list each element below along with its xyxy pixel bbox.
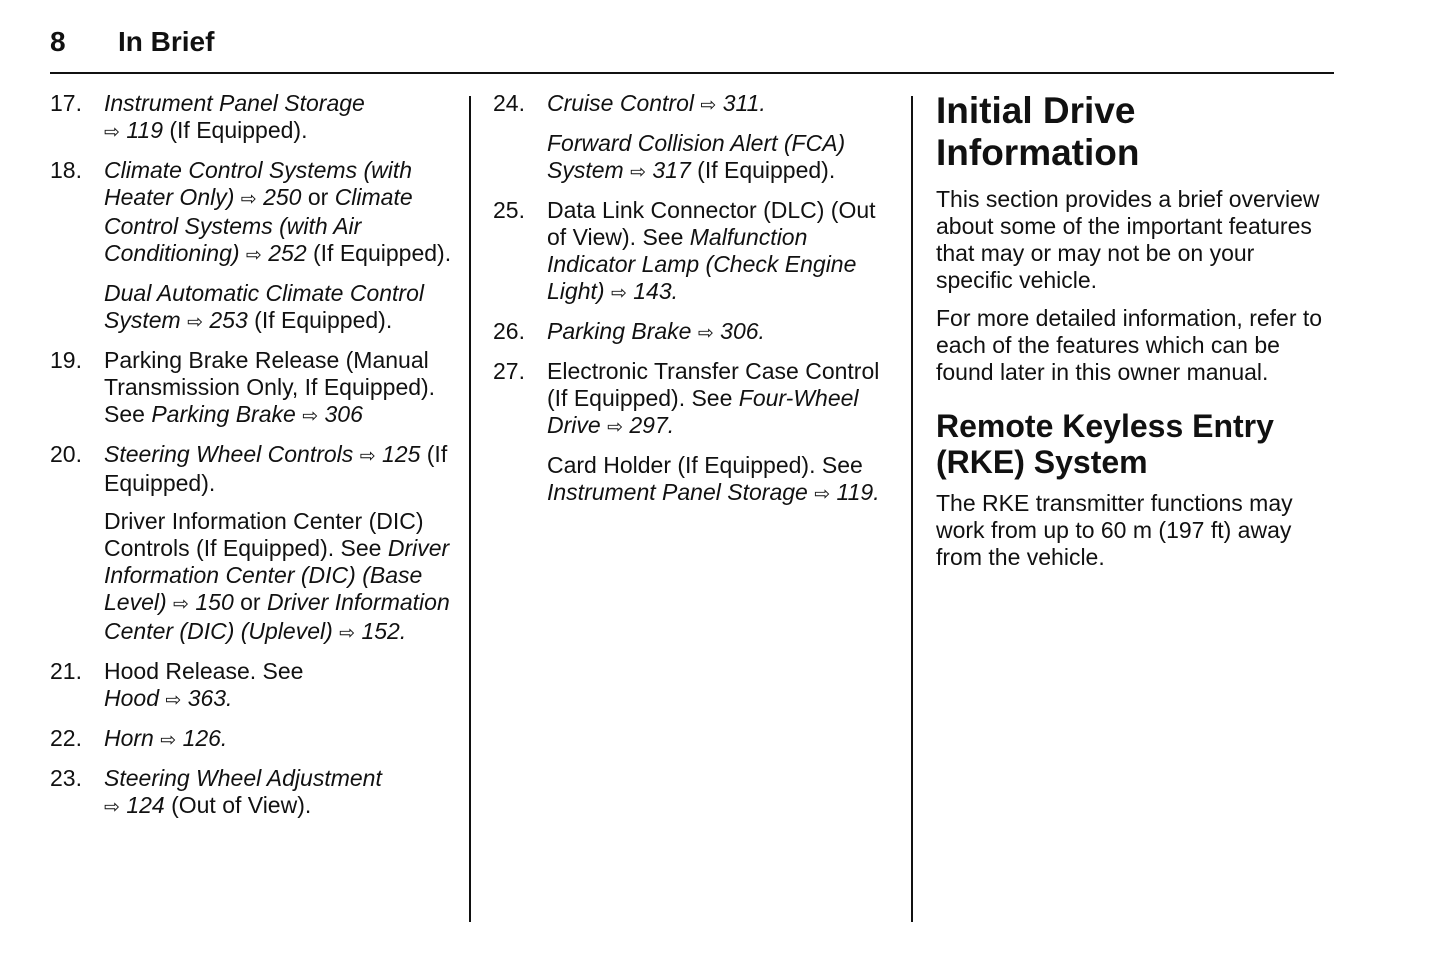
body-text: Data Link Connector (DLC) (Out of View). See [547,197,876,250]
list-item-19 [50,347,460,430]
page-ref-arrow-icon: ⇨ [607,417,623,438]
reference-text: Parking Brake [151,401,296,427]
page-ref-arrow-icon: ⇨ [187,312,203,333]
page-ref-arrow-icon: ⇨ [630,162,646,183]
body-text: (If Equipped). [162,117,308,143]
column-divider [469,96,471,922]
list-item-21 [50,658,460,714]
page-ref[interactable]: 297. [629,412,675,438]
list-item-17 [50,90,460,146]
page-ref[interactable]: 306. [720,318,765,344]
page-ref-arrow-icon: ⇨ [240,189,257,210]
reference-text: Steering Wheel Adjustment [104,765,382,791]
reference-text: Hood [104,685,159,711]
page-ref-arrow-icon: ⇨ [104,797,120,818]
item-number: 20. [50,441,82,467]
page-ref[interactable]: 253 [209,307,248,333]
item-number: 18. [50,157,82,183]
body-text: (If Equipped). [104,441,448,496]
page-ref[interactable]: 252 [268,240,307,266]
list-subitem [493,452,893,508]
page-ref-arrow-icon: ⇨ [165,690,182,711]
list-item-22 [50,725,460,754]
reference-text: Climate Control Systems (with Heater Only) [104,157,413,210]
page-ref[interactable]: 311. [722,90,766,116]
body-text: Driver Information Center (DIC) Controls (If Equipped). See [104,508,424,561]
reference-text: Four-Wheel Drive [547,385,859,438]
page-ref[interactable]: 119 [126,117,163,143]
list-item-24 [493,90,893,119]
section-title: In Brief [118,26,215,57]
item-number: 19. [50,347,82,373]
body-text: (Out of View). [164,792,312,818]
page-ref[interactable]: 306 [324,401,363,427]
list-subitem [50,508,460,647]
item-number: 26. [493,318,525,344]
page-ref-arrow-icon: ⇨ [359,446,376,467]
item-number: 25. [493,197,525,223]
page-ref[interactable]: 143. [633,278,679,304]
item-number: 24. [493,90,525,116]
column-divider [911,96,913,922]
body-text: Card Holder (If Equipped). See [547,452,863,478]
reference-text: Instrument Panel Storage [104,90,365,116]
list-item-26 [493,318,893,347]
list-subitem [493,130,893,186]
reference-text: Dual Automatic Climate Control System [104,280,424,333]
page-ref[interactable]: 250 [263,184,302,210]
page-ref-arrow-icon: ⇨ [610,283,627,304]
page-ref[interactable]: 119. [836,479,880,505]
item-number: 27. [493,358,525,384]
body-text: Parking Brake Release (Manual Transmission Only, If Equipped). See [104,347,436,427]
reference-text: Driver Information Center (DIC) (Uplevel) [104,589,450,644]
page-ref-arrow-icon: ⇨ [814,484,831,505]
page-ref-arrow-icon: ⇨ [104,122,120,143]
body-text: (If Equipped). [247,307,393,333]
reference-text: Driver Information Center (DIC) (Base Level) [104,535,450,615]
page-ref[interactable]: 317 [652,157,691,183]
body-text: or [301,184,335,210]
reference-text: Instrument Panel Storage [547,479,808,505]
reference-text: Steering Wheel Controls [104,441,354,467]
page-ref-arrow-icon: ⇨ [700,95,717,116]
list-item-25 [493,197,893,307]
reference-text: Climate Control Systems (with Air Conditioning) [104,184,413,266]
list-item-18 [50,157,460,269]
page-ref-arrow-icon: ⇨ [302,406,319,427]
page-ref[interactable]: 363. [187,685,233,711]
body-text: Electronic Transfer Case Control (If Equipped). See [547,358,880,411]
list-item-27 [493,358,893,441]
heading-initial-drive: Initial Drive Information [936,90,1140,173]
reference-text: Malfunction Indicator Lamp (Check Engine Light) [547,224,857,304]
page-ref-arrow-icon: ⇨ [697,323,714,344]
reference-text: Parking Brake [547,318,692,344]
list-item-20 [50,441,460,497]
body-text: or [233,589,267,615]
item-number: 21. [50,658,82,684]
reference-text: Forward Collision Alert (FCA) System [547,130,846,183]
reference-text: Horn [104,725,154,751]
body-text: (If Equipped). [306,240,452,266]
page-ref[interactable]: 125 [382,441,421,467]
page-ref-arrow-icon: ⇨ [160,730,177,751]
page-ref-arrow-icon: ⇨ [173,594,189,615]
paragraph: For more detailed information, refer to each of the features which can be found later in this owner manual. [936,305,1323,385]
column-3 [936,90,1336,582]
paragraph: The RKE transmitter functions may work from up to 60 m (197 ft) away from the vehicle. [936,490,1293,570]
list-subitem [50,280,460,336]
column-2 [493,90,893,519]
paragraph: This section provides a brief overview about some of the important features that may or may not be on your specific vehicle. [936,186,1320,293]
page-number: 8 [50,26,66,57]
heading-rke-system: Remote Keyless Entry (RKE) System [936,408,1274,480]
body-text: (If Equipped). [690,157,836,183]
item-number: 22. [50,725,82,751]
page-ref[interactable]: 124 [126,792,165,818]
page-ref[interactable]: 150 [195,589,234,615]
page-ref-arrow-icon: ⇨ [245,245,262,266]
page-ref[interactable]: 126. [182,725,228,751]
item-number: 17. [50,90,82,116]
list-item-23 [50,765,460,821]
body-text: Hood Release. See [104,658,304,684]
page-header [50,24,1334,74]
page-ref[interactable]: 152. [361,618,407,644]
column-1 [50,90,460,832]
item-number: 23. [50,765,82,791]
reference-text: Cruise Control [547,90,694,116]
page-ref-arrow-icon: ⇨ [339,623,356,644]
